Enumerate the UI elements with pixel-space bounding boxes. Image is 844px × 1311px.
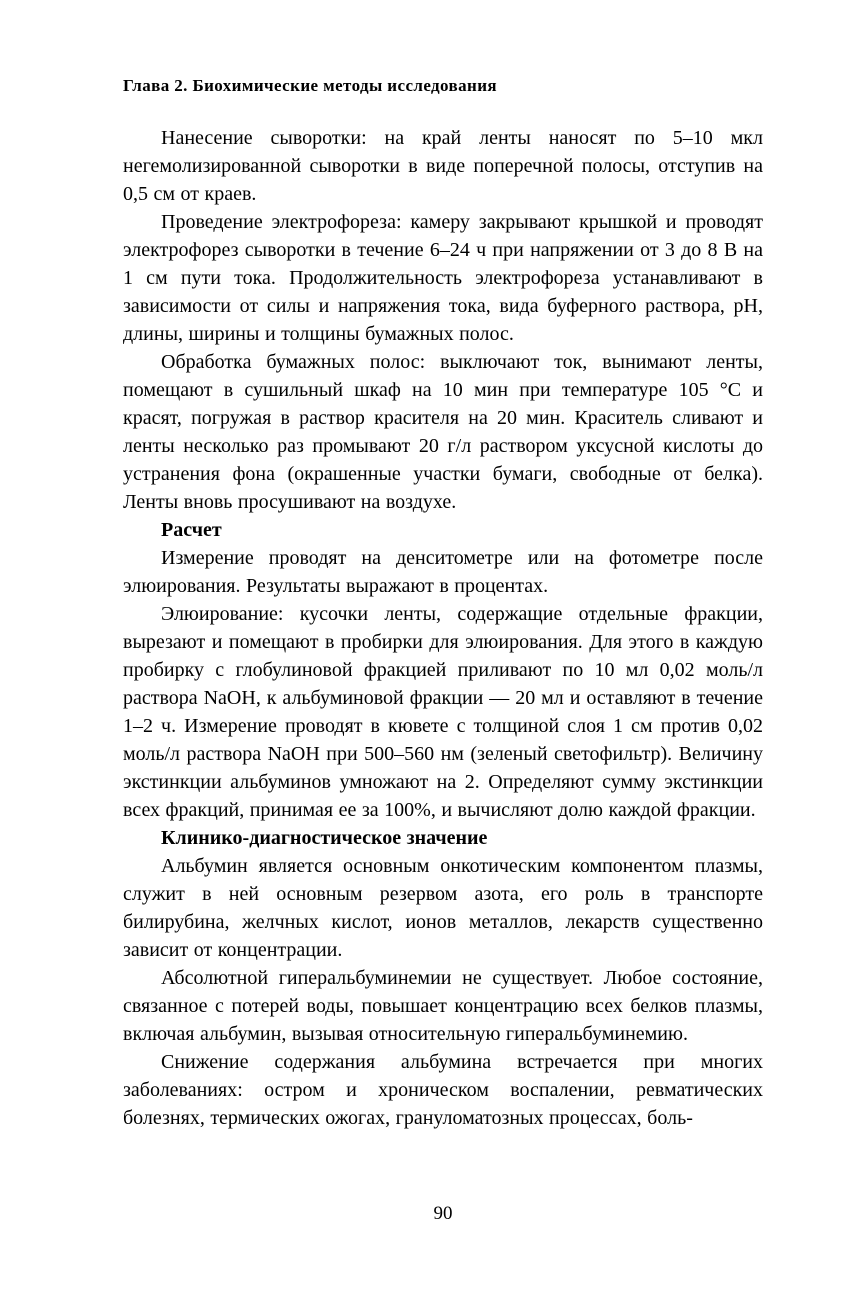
page-body	[123, 124, 763, 1132]
paragraph-elution: Элюирование: кусочки ленты, содержащие отдельные фракции, вырезают и помещают в пробирки для элюирования. Для этого в каждую пробирку с глобулиновой фракцией приливают по 10 мл 0,02 моль/л раствора NaOH, к альбуминовой фракции — 20 мл и оставляют в течение 1–2 ч. Измерение проводят в кювете с толщиной слоя 1 см против 0,02 моль/л раствора NaOH при 500–560 нм (зеленый светофильтр). Величину экстинкции альбуминов умножают на 2. Определяют сумму экстинкции всех фракций, принимая ее за 100%, и вычисляют долю каждой фракции.	[123, 603, 763, 821]
paragraph-serum-application: Нанесение сыворотки: на край ленты наносят по 5–10 мкл негемолизированной сыворотки в виде поперечной полосы, отступив на 0,5 см от краев.	[123, 127, 763, 205]
paragraph-albumin-role: Альбумин является основным онкотическим компонентом плазмы, служит в ней основным резервом азота, его роль в транспорте билирубина, желчных кислот, ионов металлов, лекарств существенно зависит от концентрации.	[123, 855, 763, 961]
paragraph-albumin-decrease: Снижение содержания альбумина встречается при многих заболеваниях: остром и хроническом воспалении, ревматических болезнях, термических ожогах, грануломатозных процессах, боль-	[123, 1051, 763, 1129]
section-heading-clinical-significance: Клинико-диагностическое значение	[161, 827, 488, 849]
paragraph-electrophoresis-procedure: Проведение электрофореза: камеру закрывают крышкой и проводят электрофорез сыворотки в течение 6–24 ч при напряжении от 3 до 8 В на 1 см пути тока. Продолжительность электрофореза устанавливают в зависимости от силы и напряжения тока, вида буферного раствора, pH, длины, ширины и толщины бумажных полос.	[123, 211, 763, 345]
paragraph-hyperalbuminemia: Абсолютной гиперальбуминемии не существует. Любое состояние, связанное с потерей воды, повышает концентрацию всех белков плазмы, включая альбумин, вызывая относительную гиперальбуминемию.	[123, 967, 763, 1045]
chapter-header: Глава 2. Биохимические методы исследования	[123, 76, 497, 95]
paragraph-measurement: Измерение проводят на денситометре или на фотометре после элюирования. Результаты выражают в процентах.	[123, 547, 763, 597]
paragraph-strip-processing: Обработка бумажных полос: выключают ток, вынимают ленты, помещают в сушильный шкаф на 10 мин при температуре 105 °С и красят, погружая в раствор красителя на 20 мин. Краситель сливают и ленты несколько раз промывают 20 г/л раствором уксусной кислоты до устранения фона (окрашенные участки бумаги, свободные от белка). Ленты вновь просушивают на воздухе.	[123, 351, 763, 513]
section-heading-calculation: Расчет	[161, 519, 222, 541]
page-number: 90	[433, 1203, 453, 1224]
